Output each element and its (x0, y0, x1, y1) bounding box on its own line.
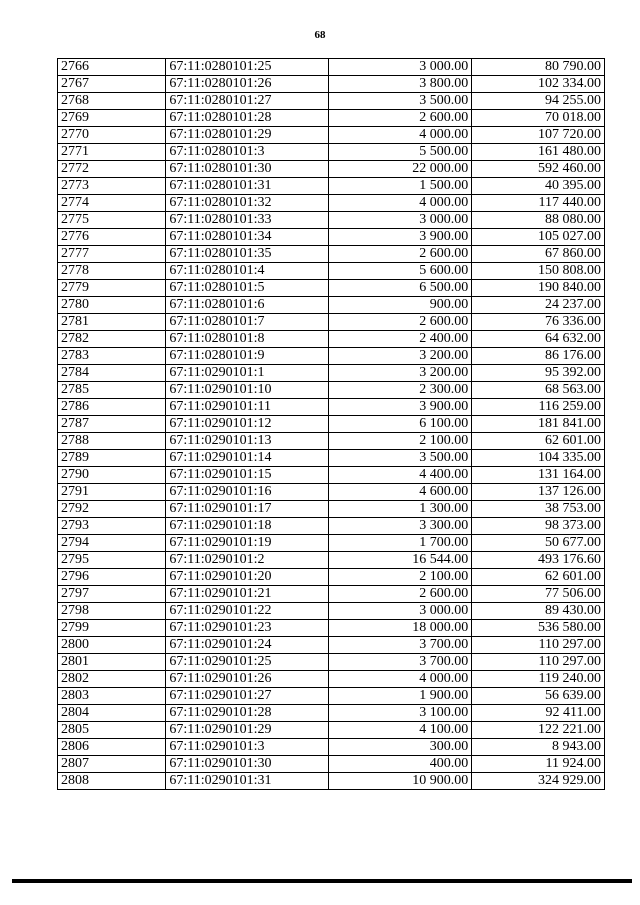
row-number-cell: 2783 (58, 348, 166, 365)
row-number-cell: 2798 (58, 603, 166, 620)
area-cell: 22 000.00 (329, 161, 472, 178)
area-cell: 3 100.00 (329, 705, 472, 722)
row-number-cell: 2774 (58, 195, 166, 212)
value-cell: 77 506.00 (472, 586, 605, 603)
value-cell: 150 808.00 (472, 263, 605, 280)
cadastral-number-cell: 67:11:0280101:7 (166, 314, 329, 331)
value-cell: 117 440.00 (472, 195, 605, 212)
cadastral-number-cell: 67:11:0290101:22 (166, 603, 329, 620)
row-number-cell: 2803 (58, 688, 166, 705)
cadastral-number-cell: 67:11:0290101:27 (166, 688, 329, 705)
value-cell: 62 601.00 (472, 433, 605, 450)
table-row (58, 76, 605, 93)
value-cell: 137 126.00 (472, 484, 605, 501)
table-row (58, 552, 605, 569)
cadastral-number-cell: 67:11:0290101:2 (166, 552, 329, 569)
row-number-cell: 2789 (58, 450, 166, 467)
cadastral-number-cell: 67:11:0290101:28 (166, 705, 329, 722)
value-cell: 89 430.00 (472, 603, 605, 620)
row-number-cell: 2805 (58, 722, 166, 739)
table-row (58, 195, 605, 212)
cadastral-number-cell: 67:11:0290101:18 (166, 518, 329, 535)
area-cell: 3 000.00 (329, 603, 472, 620)
table-row (58, 263, 605, 280)
row-number-cell: 2806 (58, 739, 166, 756)
cadastral-number-cell: 67:11:0280101:33 (166, 212, 329, 229)
row-number-cell: 2781 (58, 314, 166, 331)
row-number-cell: 2808 (58, 773, 166, 790)
value-cell: 107 720.00 (472, 127, 605, 144)
table-row (58, 161, 605, 178)
row-number-cell: 2788 (58, 433, 166, 450)
area-cell: 1 500.00 (329, 178, 472, 195)
table-row (58, 637, 605, 654)
cadastral-number-cell: 67:11:0290101:21 (166, 586, 329, 603)
table-row (58, 178, 605, 195)
cadastral-number-cell: 67:11:0280101:28 (166, 110, 329, 127)
bottom-rule (12, 879, 632, 883)
table-row (58, 348, 605, 365)
cadastral-number-cell: 67:11:0280101:27 (166, 93, 329, 110)
parcel-table-body (58, 59, 605, 790)
cadastral-number-cell: 67:11:0290101:24 (166, 637, 329, 654)
value-cell: 38 753.00 (472, 501, 605, 518)
area-cell: 3 200.00 (329, 348, 472, 365)
table-row (58, 382, 605, 399)
row-number-cell: 2804 (58, 705, 166, 722)
row-number-cell: 2794 (58, 535, 166, 552)
cadastral-number-cell: 67:11:0280101:26 (166, 76, 329, 93)
row-number-cell: 2785 (58, 382, 166, 399)
table-row (58, 518, 605, 535)
row-number-cell: 2773 (58, 178, 166, 195)
row-number-cell: 2802 (58, 671, 166, 688)
area-cell: 1 900.00 (329, 688, 472, 705)
table-row (58, 688, 605, 705)
row-number-cell: 2779 (58, 280, 166, 297)
table-row (58, 110, 605, 127)
value-cell: 56 639.00 (472, 688, 605, 705)
row-number-cell: 2790 (58, 467, 166, 484)
area-cell: 4 000.00 (329, 671, 472, 688)
table-row (58, 246, 605, 263)
area-cell: 2 100.00 (329, 569, 472, 586)
area-cell: 4 100.00 (329, 722, 472, 739)
cadastral-number-cell: 67:11:0280101:8 (166, 331, 329, 348)
value-cell: 592 460.00 (472, 161, 605, 178)
cadastral-number-cell: 67:11:0290101:3 (166, 739, 329, 756)
row-number-cell: 2767 (58, 76, 166, 93)
area-cell: 3 800.00 (329, 76, 472, 93)
cadastral-number-cell: 67:11:0290101:15 (166, 467, 329, 484)
value-cell: 493 176.60 (472, 552, 605, 569)
area-cell: 300.00 (329, 739, 472, 756)
area-cell: 1 300.00 (329, 501, 472, 518)
table-row (58, 433, 605, 450)
cadastral-number-cell: 67:11:0290101:26 (166, 671, 329, 688)
row-number-cell: 2784 (58, 365, 166, 382)
cadastral-number-cell: 67:11:0280101:9 (166, 348, 329, 365)
value-cell: 67 860.00 (472, 246, 605, 263)
table-row (58, 569, 605, 586)
area-cell: 18 000.00 (329, 620, 472, 637)
table-row (58, 297, 605, 314)
cadastral-number-cell: 67:11:0290101:17 (166, 501, 329, 518)
cadastral-number-cell: 67:11:0290101:29 (166, 722, 329, 739)
area-cell: 3 900.00 (329, 399, 472, 416)
cadastral-number-cell: 67:11:0280101:5 (166, 280, 329, 297)
area-cell: 3 000.00 (329, 59, 472, 76)
table-row (58, 705, 605, 722)
table-row (58, 93, 605, 110)
value-cell: 116 259.00 (472, 399, 605, 416)
cadastral-number-cell: 67:11:0280101:3 (166, 144, 329, 161)
row-number-cell: 2775 (58, 212, 166, 229)
table-row (58, 620, 605, 637)
cadastral-number-cell: 67:11:0280101:35 (166, 246, 329, 263)
cadastral-number-cell: 67:11:0280101:34 (166, 229, 329, 246)
value-cell: 161 480.00 (472, 144, 605, 161)
area-cell: 2 400.00 (329, 331, 472, 348)
table-row (58, 603, 605, 620)
value-cell: 95 392.00 (472, 365, 605, 382)
area-cell: 2 600.00 (329, 246, 472, 263)
area-cell: 4 600.00 (329, 484, 472, 501)
value-cell: 92 411.00 (472, 705, 605, 722)
table-row (58, 365, 605, 382)
table-row (58, 501, 605, 518)
value-cell: 68 563.00 (472, 382, 605, 399)
cadastral-number-cell: 67:11:0290101:19 (166, 535, 329, 552)
row-number-cell: 2793 (58, 518, 166, 535)
area-cell: 6 100.00 (329, 416, 472, 433)
value-cell: 190 840.00 (472, 280, 605, 297)
value-cell: 50 677.00 (472, 535, 605, 552)
value-cell: 40 395.00 (472, 178, 605, 195)
area-cell: 2 600.00 (329, 314, 472, 331)
value-cell: 8 943.00 (472, 739, 605, 756)
row-number-cell: 2772 (58, 161, 166, 178)
table-row (58, 467, 605, 484)
cadastral-number-cell: 67:11:0280101:30 (166, 161, 329, 178)
row-number-cell: 2800 (58, 637, 166, 654)
table-row (58, 671, 605, 688)
area-cell: 16 544.00 (329, 552, 472, 569)
value-cell: 64 632.00 (472, 331, 605, 348)
cadastral-number-cell: 67:11:0290101:30 (166, 756, 329, 773)
table-row (58, 773, 605, 790)
row-number-cell: 2795 (58, 552, 166, 569)
value-cell: 536 580.00 (472, 620, 605, 637)
value-cell: 104 335.00 (472, 450, 605, 467)
area-cell: 2 100.00 (329, 433, 472, 450)
value-cell: 98 373.00 (472, 518, 605, 535)
row-number-cell: 2796 (58, 569, 166, 586)
area-cell: 5 600.00 (329, 263, 472, 280)
area-cell: 3 500.00 (329, 93, 472, 110)
row-number-cell: 2797 (58, 586, 166, 603)
value-cell: 119 240.00 (472, 671, 605, 688)
table-row (58, 127, 605, 144)
table-row (58, 586, 605, 603)
table-row (58, 229, 605, 246)
area-cell: 3 700.00 (329, 654, 472, 671)
area-cell: 400.00 (329, 756, 472, 773)
table-row (58, 331, 605, 348)
row-number-cell: 2780 (58, 297, 166, 314)
table-row (58, 59, 605, 76)
row-number-cell: 2771 (58, 144, 166, 161)
table-row (58, 144, 605, 161)
row-number-cell: 2778 (58, 263, 166, 280)
value-cell: 131 164.00 (472, 467, 605, 484)
table-row (58, 654, 605, 671)
table-row (58, 314, 605, 331)
value-cell: 24 237.00 (472, 297, 605, 314)
table-row (58, 212, 605, 229)
value-cell: 86 176.00 (472, 348, 605, 365)
value-cell: 122 221.00 (472, 722, 605, 739)
cadastral-number-cell: 67:11:0280101:6 (166, 297, 329, 314)
row-number-cell: 2770 (58, 127, 166, 144)
table-row (58, 722, 605, 739)
cadastral-number-cell: 67:11:0280101:32 (166, 195, 329, 212)
table-row (58, 739, 605, 756)
area-cell: 3 900.00 (329, 229, 472, 246)
row-number-cell: 2792 (58, 501, 166, 518)
cadastral-number-cell: 67:11:0290101:13 (166, 433, 329, 450)
area-cell: 3 300.00 (329, 518, 472, 535)
cadastral-number-cell: 67:11:0290101:10 (166, 382, 329, 399)
value-cell: 62 601.00 (472, 569, 605, 586)
row-number-cell: 2807 (58, 756, 166, 773)
value-cell: 70 018.00 (472, 110, 605, 127)
area-cell: 4 400.00 (329, 467, 472, 484)
table-row (58, 484, 605, 501)
table-row (58, 450, 605, 467)
cadastral-number-cell: 67:11:0290101:12 (166, 416, 329, 433)
area-cell: 10 900.00 (329, 773, 472, 790)
value-cell: 11 924.00 (472, 756, 605, 773)
cadastral-number-cell: 67:11:0290101:20 (166, 569, 329, 586)
value-cell: 110 297.00 (472, 654, 605, 671)
value-cell: 94 255.00 (472, 93, 605, 110)
cadastral-number-cell: 67:11:0290101:1 (166, 365, 329, 382)
area-cell: 3 500.00 (329, 450, 472, 467)
table-row (58, 416, 605, 433)
value-cell: 76 336.00 (472, 314, 605, 331)
value-cell: 181 841.00 (472, 416, 605, 433)
cadastral-number-cell: 67:11:0290101:31 (166, 773, 329, 790)
area-cell: 5 500.00 (329, 144, 472, 161)
row-number-cell: 2786 (58, 399, 166, 416)
cadastral-number-cell: 67:11:0290101:11 (166, 399, 329, 416)
table-row (58, 399, 605, 416)
row-number-cell: 2801 (58, 654, 166, 671)
row-number-cell: 2777 (58, 246, 166, 263)
value-cell: 88 080.00 (472, 212, 605, 229)
row-number-cell: 2776 (58, 229, 166, 246)
row-number-cell: 2799 (58, 620, 166, 637)
cadastral-number-cell: 67:11:0280101:4 (166, 263, 329, 280)
row-number-cell: 2791 (58, 484, 166, 501)
value-cell: 80 790.00 (472, 59, 605, 76)
area-cell: 3 000.00 (329, 212, 472, 229)
row-number-cell: 2768 (58, 93, 166, 110)
value-cell: 110 297.00 (472, 637, 605, 654)
cadastral-number-cell: 67:11:0290101:23 (166, 620, 329, 637)
table-row (58, 535, 605, 552)
cadastral-number-cell: 67:11:0290101:16 (166, 484, 329, 501)
cadastral-number-cell: 67:11:0280101:29 (166, 127, 329, 144)
row-number-cell: 2787 (58, 416, 166, 433)
page-number: 68 (314, 29, 326, 41)
table-row (58, 756, 605, 773)
area-cell: 3 200.00 (329, 365, 472, 382)
area-cell: 1 700.00 (329, 535, 472, 552)
area-cell: 2 600.00 (329, 110, 472, 127)
value-cell: 105 027.00 (472, 229, 605, 246)
parcel-table (57, 58, 605, 790)
area-cell: 2 300.00 (329, 382, 472, 399)
table-row (58, 280, 605, 297)
cadastral-number-cell: 67:11:0280101:31 (166, 178, 329, 195)
value-cell: 324 929.00 (472, 773, 605, 790)
cadastral-number-cell: 67:11:0280101:25 (166, 59, 329, 76)
row-number-cell: 2769 (58, 110, 166, 127)
area-cell: 900.00 (329, 297, 472, 314)
cadastral-number-cell: 67:11:0290101:25 (166, 654, 329, 671)
area-cell: 4 000.00 (329, 195, 472, 212)
area-cell: 2 600.00 (329, 586, 472, 603)
value-cell: 102 334.00 (472, 76, 605, 93)
area-cell: 6 500.00 (329, 280, 472, 297)
row-number-cell: 2766 (58, 59, 166, 76)
row-number-cell: 2782 (58, 331, 166, 348)
cadastral-number-cell: 67:11:0290101:14 (166, 450, 329, 467)
area-cell: 4 000.00 (329, 127, 472, 144)
area-cell: 3 700.00 (329, 637, 472, 654)
